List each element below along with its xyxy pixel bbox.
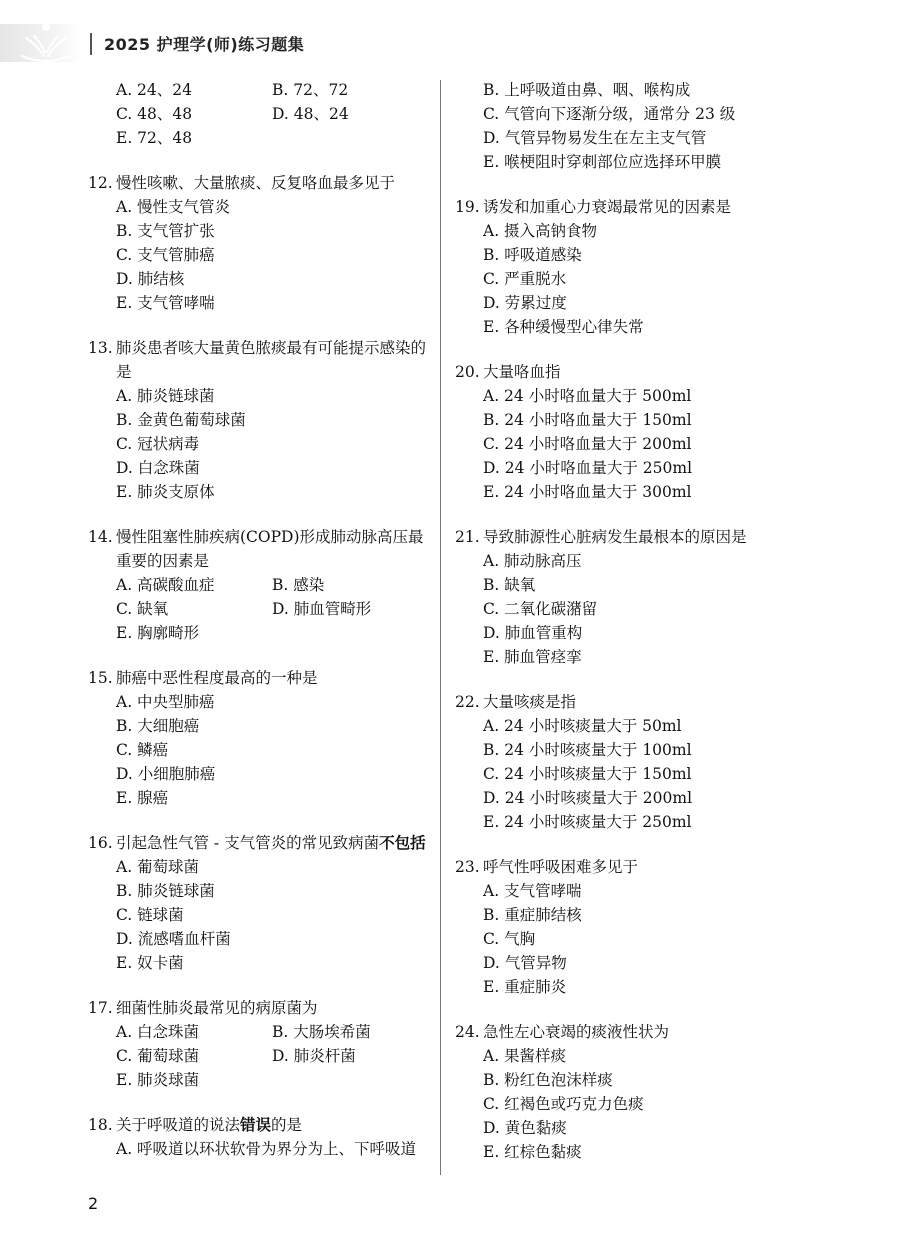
answer-option: A. 白念珠菌 xyxy=(116,1023,200,1041)
question-item xyxy=(88,78,428,150)
question-text: 大量咯血指 xyxy=(483,363,561,381)
answer-option: C. 冠状病毒 xyxy=(116,435,200,453)
question-emphasis: 错误 xyxy=(240,1116,272,1134)
question-text: 肺炎患者咳大量黄色脓痰最有可能提示感染的是 xyxy=(116,339,427,381)
question-number: 15. xyxy=(88,669,113,687)
page-header xyxy=(0,0,900,70)
question-stem xyxy=(455,855,795,879)
answer-option: E. 肺炎球菌 xyxy=(116,1071,200,1089)
answer-option: B. 大肠埃希菌 xyxy=(272,1023,371,1041)
question-number: 23. xyxy=(455,858,480,876)
answer-option: D. 24 小时咳痰量大于 200ml xyxy=(483,789,693,807)
question-stem xyxy=(455,195,795,219)
answer-option: C. 鳞癌 xyxy=(116,741,169,759)
answer-option: B. 支气管扩张 xyxy=(116,222,215,240)
answer-option: D. 黄色黏痰 xyxy=(483,1119,567,1137)
question-stem xyxy=(455,360,795,384)
question-item xyxy=(455,690,795,834)
answer-option: E. 红棕色黏痰 xyxy=(483,1143,582,1161)
question-item xyxy=(88,1113,428,1161)
question-number: 21. xyxy=(455,528,480,546)
answer-option: A. 肺炎链球菌 xyxy=(116,387,215,405)
answer-option: E. 重症肺炎 xyxy=(483,978,567,996)
answer-option: B. 呼吸道感染 xyxy=(483,246,582,264)
question-emphasis: 不包括 xyxy=(379,834,426,852)
answer-option: A. 支气管哮喘 xyxy=(483,882,582,900)
question-item xyxy=(455,78,795,174)
answer-option: E. 24 小时咳痰量大于 250ml xyxy=(483,813,692,831)
option-row xyxy=(88,573,428,597)
answer-option: B. 金黄色葡萄球菌 xyxy=(116,411,246,429)
question-number: 20. xyxy=(455,363,480,381)
answer-option: C. 气胸 xyxy=(483,930,536,948)
answer-option: A. 呼吸道以环状软骨为界分为上、下呼吸道 xyxy=(116,1140,417,1158)
answer-option: B. 肺炎链球菌 xyxy=(116,882,215,900)
answer-option: C. 缺氧 xyxy=(116,600,169,618)
answer-option: A. 高碳酸血症 xyxy=(116,576,215,594)
answer-option: A. 24 小时咳痰量大于 50ml xyxy=(483,717,682,735)
question-text: 引起急性气管 - 支气管炎的常见致病菌 xyxy=(116,834,380,852)
option-row xyxy=(88,78,428,102)
right-column xyxy=(455,78,795,1185)
question-text: 慢性咳嗽、大量脓痰、反复咯血最多见于 xyxy=(116,174,396,192)
answer-option: A. 肺动脉高压 xyxy=(483,552,582,570)
question-item xyxy=(455,525,795,669)
header-title: 2025 护理学(师)练习题集 xyxy=(104,35,305,54)
answer-option: E. 喉梗阻时穿刺部位应选择环甲膜 xyxy=(483,153,722,171)
option-row xyxy=(88,597,428,621)
answer-option: A. 慢性支气管炎 xyxy=(116,198,231,216)
answer-option: D. 肺炎杆菌 xyxy=(272,1047,356,1065)
question-item xyxy=(455,1020,795,1164)
answer-option: E. 肺血管痉挛 xyxy=(483,648,582,666)
answer-option: A. 中央型肺癌 xyxy=(116,693,215,711)
question-text: 呼气性呼吸困难多见于 xyxy=(483,858,639,876)
question-number: 22. xyxy=(455,693,480,711)
answer-option: E. 肺炎支原体 xyxy=(116,483,215,501)
answer-option: C. 严重脱水 xyxy=(483,270,567,288)
answer-option: D. 劳累过度 xyxy=(483,294,567,312)
answer-option: E. 各种缓慢型心律失常 xyxy=(483,318,644,336)
question-number: 19. xyxy=(455,198,480,216)
answer-option: C. 葡萄球菌 xyxy=(116,1047,200,1065)
answer-option: B. 重症肺结核 xyxy=(483,906,582,924)
answer-option: C. 红褐色或巧克力色痰 xyxy=(483,1095,644,1113)
left-column xyxy=(88,78,428,1182)
question-item xyxy=(88,171,428,315)
question-item xyxy=(455,855,795,999)
answer-option: D. 白念珠菌 xyxy=(116,459,200,477)
option-row xyxy=(88,102,428,126)
question-item xyxy=(88,831,428,975)
answer-option: C. 链球菌 xyxy=(116,906,184,924)
answer-option: C. 24 小时咳痰量大于 150ml xyxy=(483,765,692,783)
question-stem xyxy=(455,690,795,714)
answer-option: D. 肺结核 xyxy=(116,270,185,288)
answer-option: E. 24 小时咯血量大于 300ml xyxy=(483,483,692,501)
answer-option: B. 感染 xyxy=(272,576,325,594)
answer-option: D. 肺血管重构 xyxy=(483,624,583,642)
book-logo-icon xyxy=(14,18,78,64)
answer-option: E. 奴卡菌 xyxy=(116,954,184,972)
question-text: 关于呼吸道的说法 xyxy=(116,1116,241,1134)
question-number: 14. xyxy=(88,528,113,546)
answer-option: C. 气管向下逐渐分级，通常分 23 级 xyxy=(483,105,736,123)
answer-option: D. 气管异物 xyxy=(483,954,567,972)
question-item xyxy=(88,666,428,810)
answer-option: E. 72、48 xyxy=(116,129,193,147)
question-item xyxy=(88,996,428,1092)
question-text: 慢性阻塞性肺疾病(COPD)形成肺动脉高压最重要的因素是 xyxy=(116,528,424,570)
question-stem xyxy=(88,831,428,855)
answer-option: C. 支气管肺癌 xyxy=(116,246,215,264)
answer-option: A. 24、24 xyxy=(116,81,192,99)
question-number: 18. xyxy=(88,1116,113,1134)
answer-option: D. 流感嗜血杆菌 xyxy=(116,930,231,948)
question-stem xyxy=(455,525,795,549)
header-divider-bar xyxy=(90,33,92,55)
question-number: 16. xyxy=(88,834,113,852)
answer-option: C. 48、48 xyxy=(116,105,193,123)
question-stem xyxy=(455,1020,795,1044)
answer-option: D. 24 小时咯血量大于 250ml xyxy=(483,459,693,477)
answer-option: A. 24 小时咯血量大于 500ml xyxy=(483,387,692,405)
option-row xyxy=(88,1044,428,1068)
answer-option: D. 48、24 xyxy=(272,105,349,123)
answer-option: E. 支气管哮喘 xyxy=(116,294,215,312)
answer-option: E. 胸廓畸形 xyxy=(116,624,200,642)
answer-option: A. 果酱样痰 xyxy=(483,1047,567,1065)
question-text: 肺癌中恶性程度最高的一种是 xyxy=(116,669,318,687)
question-stem xyxy=(88,336,428,384)
question-stem xyxy=(88,666,428,690)
answer-option: C. 24 小时咯血量大于 200ml xyxy=(483,435,692,453)
question-text: 导致肺源性心脏病发生最根本的原因是 xyxy=(483,528,747,546)
answer-option: E. 腺癌 xyxy=(116,789,169,807)
question-text-end: 的是 xyxy=(271,1116,303,1134)
question-item xyxy=(455,360,795,504)
answer-option: B. 粉红色泡沫样痰 xyxy=(483,1071,613,1089)
question-stem xyxy=(88,525,428,573)
question-text: 细菌性肺炎最常见的病原菌为 xyxy=(116,999,318,1017)
question-number: 24. xyxy=(455,1023,480,1041)
question-stem xyxy=(88,171,428,195)
page-number: 2 xyxy=(88,1194,99,1213)
answer-option: D. 气管异物易发生在左主支气管 xyxy=(483,129,707,147)
answer-option: B. 缺氧 xyxy=(483,576,536,594)
answer-option: B. 72、72 xyxy=(272,81,349,99)
question-number: 12. xyxy=(88,174,113,192)
answer-option: B. 上呼吸道由鼻、咽、喉构成 xyxy=(483,81,691,99)
answer-option: D. 肺血管畸形 xyxy=(272,600,372,618)
question-stem xyxy=(88,1113,428,1137)
question-item xyxy=(88,525,428,645)
question-stem xyxy=(88,996,428,1020)
answer-option: A. 摄入高钠食物 xyxy=(483,222,598,240)
answer-option: B. 24 小时咯血量大于 150ml xyxy=(483,411,692,429)
question-number: 13. xyxy=(88,339,113,357)
answer-option: D. 小细胞肺癌 xyxy=(116,765,216,783)
answer-option: B. 24 小时咳痰量大于 100ml xyxy=(483,741,692,759)
answer-option: B. 大细胞癌 xyxy=(116,717,200,735)
question-item xyxy=(88,336,428,504)
answer-option: A. 葡萄球菌 xyxy=(116,858,200,876)
column-divider xyxy=(440,80,441,1175)
question-text: 急性左心衰竭的痰液性状为 xyxy=(483,1023,670,1041)
question-number: 17. xyxy=(88,999,113,1017)
question-text: 大量咳痰是指 xyxy=(483,693,577,711)
answer-option: C. 二氧化碳潴留 xyxy=(483,600,598,618)
question-text: 诱发和加重心力衰竭最常见的因素是 xyxy=(483,198,732,216)
option-row xyxy=(88,1020,428,1044)
question-item xyxy=(455,195,795,339)
